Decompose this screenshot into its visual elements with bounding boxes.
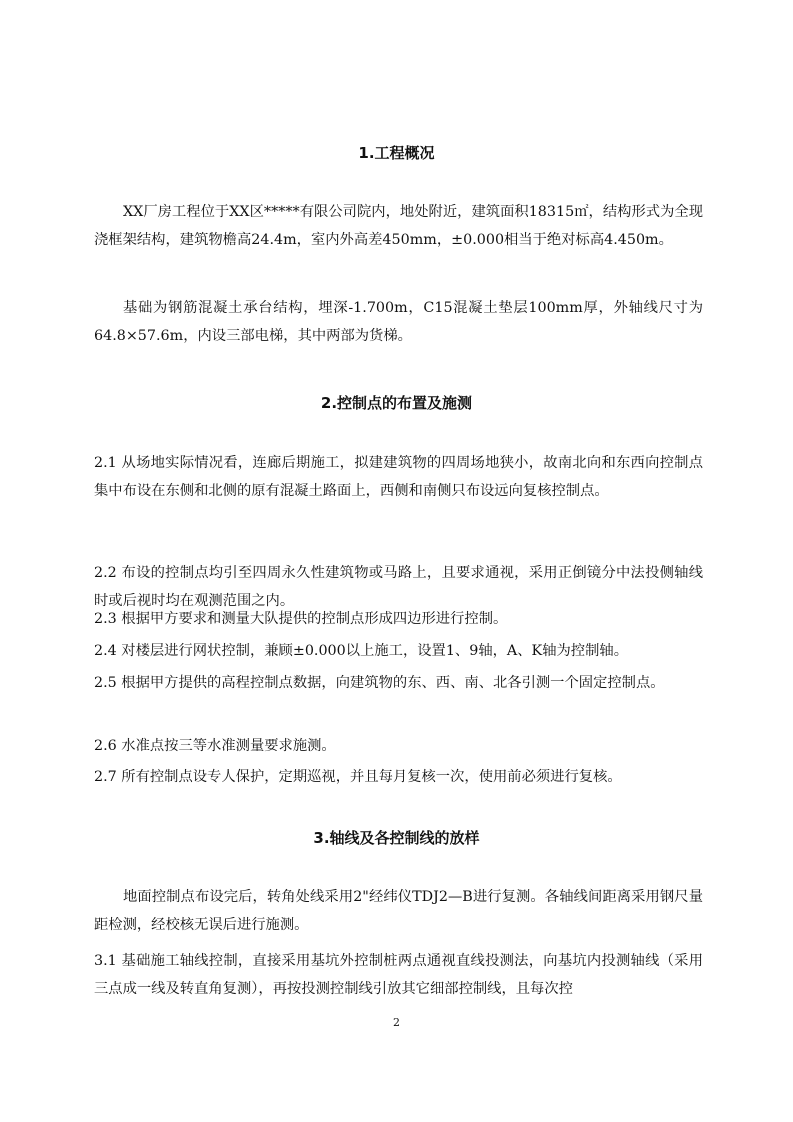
page-number: 2 <box>393 1016 400 1029</box>
section-3-item-3-1: 3.1 基础施工轴线控制，直接采用基坑外控制桩两点通视直线投测法，向基坑内投测轴线（采用三点成一线及转直角复测），再按投测控制线引放其它细部控制线，且每次控 <box>94 953 703 997</box>
section-2-item-2-5: 2.5 根据甲方提供的高程控制点数据，向建筑物的东、西、南、北各引测一个固定控制点。 <box>94 675 665 691</box>
section-1-paragraph-2: 基础为钢筋混凝土承台结构，埋深-1.700m，C15混凝土垫层100mm厚，外轴线尺寸为64.8×57.6m，内设三部电梯，其中两部为货梯。 <box>94 300 703 344</box>
section-2-item-2-3: 2.3 根据甲方要求和测量大队提供的控制点形成四边形进行控制。 <box>94 611 508 627</box>
section-2-item-2-1: 2.1 从场地实际情况看，连廊后期施工，拟建建筑物的四周场地狭小，故南北向和东西向控制点集中布设在东侧和北侧的原有混凝土路面上，西侧和南侧只布设远向复核控制点。 <box>94 455 703 499</box>
section-2-item-2-7: 2.7 所有控制点设专人保护，定期巡视，并且每月复核一次，使用前必须进行复核。 <box>94 769 622 785</box>
section-3-paragraph-1: 地面控制点布设完后，转角处线采用2"经纬仪TDJ2—B进行复测。各轴线间距离采用钢尺量距检测，经校核无误后进行施测。 <box>94 889 703 933</box>
section-2-title: 2.控制点的布置及施测 <box>320 394 473 412</box>
section-1-title: 1.工程概况 <box>358 144 435 162</box>
section-3-title: 3.轴线及各控制线的放样 <box>313 829 480 847</box>
section-2-item-2-2: 2.2 布设的控制点均引至四周永久性建筑物或马路上，且要求通视，采用正倒镜分中法投侧轴线时或后视时均在观测范围之内。 <box>94 565 703 609</box>
section-2-item-2-4: 2.4 对楼层进行网状控制，兼顾±0.000以上施工，设置1、9轴，A、K轴为控制轴。 <box>94 643 628 659</box>
section-1-paragraph-1: XX厂房工程位于XX区*****有限公司院内，地处附近，建筑面积18315㎡，结构形式为全现浇框架结构，建筑物檐高24.4m，室内外高差450mm，±0.000相当于绝对标高4.450m。 <box>94 204 703 248</box>
section-2-item-2-6: 2.6 水准点按三等水准测量要求施测。 <box>94 738 336 754</box>
